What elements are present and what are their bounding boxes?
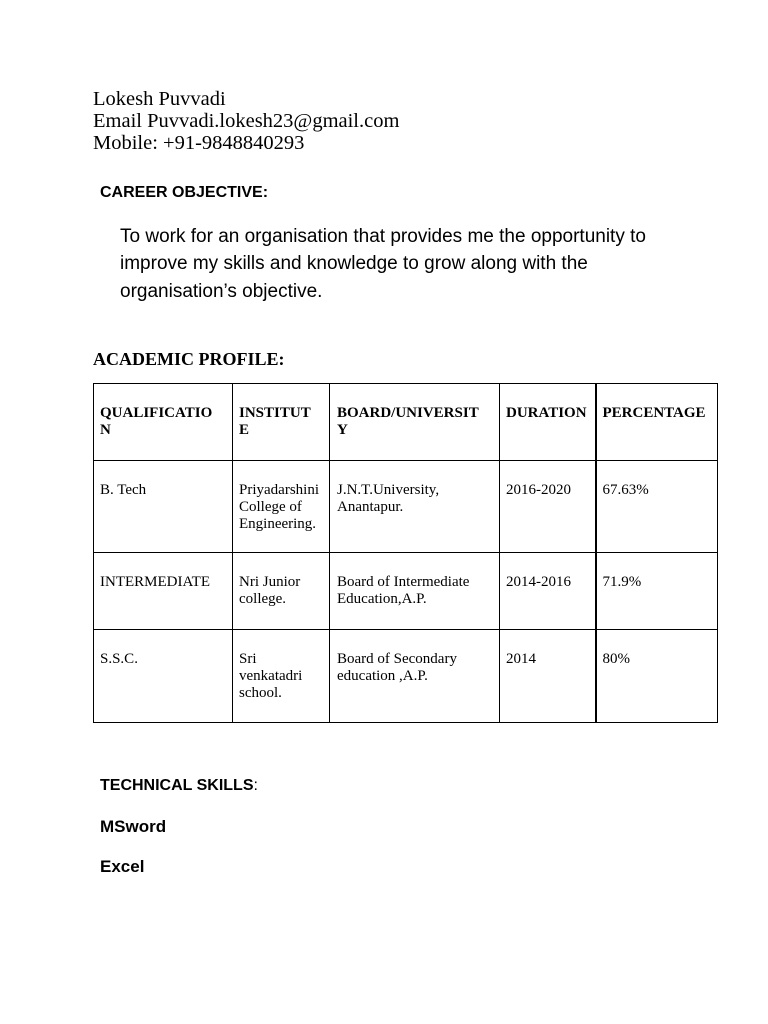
cell-board — [330, 461, 500, 553]
contact-block — [93, 88, 399, 154]
cell-line: Priyadarshini — [239, 482, 319, 498]
career-objective-heading: CAREER OBJECTIVE: — [100, 184, 269, 201]
cell-line: INTERMEDIATE — [100, 574, 210, 590]
column-header-line: E — [239, 422, 250, 438]
column-header-percentage — [596, 384, 718, 461]
column-header-qualification — [94, 384, 233, 461]
mobile-number: +91-9848840293 — [163, 132, 305, 154]
cell-line: Anantapur. — [337, 499, 404, 515]
column-header-line: N — [100, 422, 111, 438]
skill-item: MSword — [100, 817, 167, 836]
cell-line: 2016-2020 — [506, 482, 571, 498]
cell-institute — [233, 461, 330, 553]
cell-percentage — [596, 630, 718, 723]
cell-line: Nri Junior — [239, 574, 301, 590]
cell-line: 67.63% — [602, 482, 649, 498]
cell-line: venkatadri — [239, 668, 303, 684]
cell-line: College of — [239, 499, 302, 515]
column-header-line: QUALIFICATIO — [100, 405, 213, 421]
cell-line: Engineering. — [239, 516, 317, 532]
cell-board — [330, 630, 500, 723]
table-row — [94, 461, 718, 553]
cell-qualification — [94, 630, 233, 723]
technical-skills-heading-colon: : — [253, 777, 258, 794]
cell-institute — [233, 553, 330, 630]
cell-line: education ,A.P. — [337, 668, 428, 684]
column-header-line: INSTITUT — [239, 405, 311, 421]
cell-line: school. — [239, 685, 282, 701]
cell-qualification — [94, 553, 233, 630]
cell-line: S.S.C. — [100, 651, 138, 667]
technical-skills-heading-text: TECHNICAL SKILLS — [100, 777, 254, 794]
email-label: Email — [93, 110, 142, 132]
cell-duration — [500, 630, 596, 723]
cell-line: J.N.T.University, — [337, 482, 440, 498]
cell-qualification — [94, 461, 233, 553]
email-address: Puvvadi.lokesh23@gmail.com — [147, 110, 400, 132]
academic-profile-table — [93, 383, 718, 723]
technical-skills-list — [100, 817, 166, 897]
table-row — [94, 630, 718, 723]
email-line — [93, 110, 399, 132]
cell-percentage — [596, 553, 718, 630]
column-header-duration — [500, 384, 596, 461]
mobile-line — [93, 132, 399, 154]
cell-line: 2014-2016 — [506, 574, 571, 590]
column-header-institute — [233, 384, 330, 461]
cell-line: 2014 — [506, 651, 536, 667]
cell-institute — [233, 630, 330, 723]
column-header-line: PERCENTAGE — [602, 405, 706, 421]
column-header-line: DURATION — [506, 405, 587, 421]
cell-line: Education,A.P. — [337, 591, 427, 607]
cell-line: B. Tech — [100, 482, 147, 498]
academic-profile-heading: ACADEMIC PROFILE: — [93, 349, 285, 369]
cell-line: 80% — [602, 651, 630, 667]
column-header-board — [330, 384, 500, 461]
technical-skills-heading — [100, 776, 258, 796]
career-objective-text: To work for an organisation that provides me the opportunity to improve my skills and knowledge to grow along with the organisation’s objective. — [120, 225, 646, 302]
column-header-line: BOARD/UNIVERSIT — [337, 405, 479, 421]
column-header-line: Y — [337, 422, 348, 438]
cell-line: 71.9% — [602, 574, 642, 590]
skill-item: Excel — [100, 857, 145, 876]
table-header-row — [94, 384, 718, 461]
cell-percentage — [596, 461, 718, 553]
cell-duration — [500, 553, 596, 630]
cell-line: college. — [239, 591, 287, 607]
cell-line: Sri — [239, 651, 257, 667]
cell-duration — [500, 461, 596, 553]
mobile-label: Mobile: — [93, 132, 158, 154]
cell-line: Board of Intermediate — [337, 574, 470, 590]
candidate-name: Lokesh Puvvadi — [93, 88, 226, 110]
cell-board — [330, 553, 500, 630]
table-row — [94, 553, 718, 630]
cell-line: Board of Secondary — [337, 651, 457, 667]
